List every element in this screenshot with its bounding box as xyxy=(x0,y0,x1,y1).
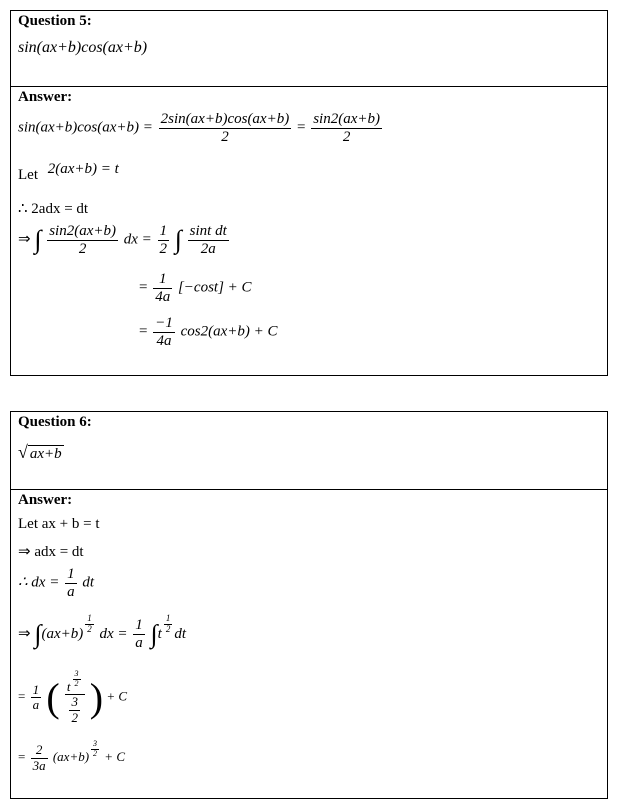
q6-step-b: = $\frac{2}{3a}$ (ax+b) $\frac{3}{2}$ + C xyxy=(18,739,125,773)
q6-inner-num xyxy=(65,670,85,695)
q6-dx-line xyxy=(18,566,94,600)
q6-step-b-den: 3a xyxy=(32,757,46,773)
q6-dx-frac xyxy=(65,566,77,600)
question-6-expression xyxy=(18,442,64,463)
q5-r1-tail: [−cost] + C xyxy=(177,279,252,296)
q5-step1-num1: 2sin(ax+b)cos(ax+b) xyxy=(160,111,290,127)
question-5-expression xyxy=(18,39,147,57)
q6-step-b-base: (ax+b) xyxy=(52,749,90,765)
q6-inner-den xyxy=(65,695,85,725)
q6-int-mid: dx = xyxy=(99,625,128,642)
q6-dx-prefix: ∴ dx = xyxy=(18,574,60,591)
q5-step1-frac2 xyxy=(311,111,382,145)
question-6-expr: ax+b xyxy=(29,446,62,462)
q6-exp-den: 2 xyxy=(87,623,92,634)
q5-result-1: = $\frac{1}{4a}$ [−cost] + C xyxy=(139,271,252,305)
answer-label: Answer: xyxy=(18,89,73,105)
q6-inner-exp xyxy=(73,670,81,689)
q5-step1-num2: sin2(ax+b) xyxy=(313,111,380,127)
q6-dx-num: 1 xyxy=(67,566,75,582)
q6-c-num: 1 xyxy=(135,617,143,634)
q6-exp-frac xyxy=(85,614,94,635)
q6-integral-line: ⇒ ∫(ax+b) $\frac{1}{2}$ dx = $\frac{1}{a}$ ∫t $\frac{1}{2}$ dt xyxy=(18,613,186,651)
q6-inner-exp-num: 3 xyxy=(74,669,79,678)
right-paren: ) xyxy=(89,675,104,721)
q6-step-a-frac xyxy=(31,683,42,713)
question-5-box xyxy=(10,10,608,376)
q6-step-a-den: a xyxy=(32,697,40,713)
q5-int-num: sin2(ax+b) xyxy=(49,223,116,239)
integral-sign: ∫ xyxy=(34,225,42,254)
q5-therefore-line: ∴ 2adx = dt xyxy=(18,201,89,217)
q6-step-b-exp-den: 2 xyxy=(93,748,98,758)
question-5-expr: sin(ax+b)cos(ax+b) xyxy=(18,39,148,56)
q6-int-rhs-dt: dt xyxy=(174,625,186,642)
q5-int2-den: 2a xyxy=(200,240,216,257)
q6-step-b-exp xyxy=(91,740,99,759)
q5-step1-frac1 xyxy=(159,111,292,145)
sqrt-icon: √ xyxy=(18,442,28,462)
integral-sign: ∫ xyxy=(150,619,158,649)
q5-int2-num: sint dt xyxy=(189,223,227,239)
q6-dx-den: a xyxy=(67,583,75,600)
q6-step-b-num: 2 xyxy=(31,743,48,758)
q5-step1-lhs: sin(ax+b)cos(ax+b) = xyxy=(18,119,153,136)
q6-int-rhs-exp xyxy=(164,614,173,635)
q6-implies-line: ⇒ adx = dt xyxy=(18,544,84,560)
q5-step1: sin(ax+b)cos(ax+b) = $\frac{2\sin(ax+b)\cos(ax+b)}{2}$ = $\frac{\sin 2(ax+b)}{2}$ xyxy=(18,111,380,145)
q5-r2-tail: cos2(ax+b) + C xyxy=(180,323,278,340)
q5-r1-num: 1 xyxy=(153,271,172,289)
q6-let-line: Let ax + b = t xyxy=(18,516,100,532)
q5-step1-den2: 2 xyxy=(342,128,351,145)
q6-inner-t: t xyxy=(66,679,71,695)
q6-inner-exp-den: 2 xyxy=(74,678,79,688)
question-6-header xyxy=(11,412,607,490)
q6-int-rhs-t: t xyxy=(157,625,162,642)
q5-int-dx: dx = xyxy=(123,231,152,248)
q6-inner-den-num: 3 xyxy=(71,694,78,710)
question-5-answer xyxy=(11,87,607,375)
q5-integral-line: ⇒ ∫ $\frac{\sin 2(ax+b)}{2}$ dx = $\frac{1}{2}$ ∫ $\frac{\text{sint dt}}{2a}$ xyxy=(18,223,227,257)
q6-step-a-num: 1 xyxy=(32,681,40,697)
question-5-header xyxy=(11,11,607,87)
q6-step-b-exp-num: 3 xyxy=(93,739,98,748)
q5-r1-frac xyxy=(153,271,172,305)
question-6-box xyxy=(10,411,608,799)
q6-int-rhs-exp-den: 2 xyxy=(165,623,171,634)
q5-r1-den: 4a xyxy=(155,288,171,305)
q5-r2-frac xyxy=(153,315,175,349)
q6-dx-suffix: dt xyxy=(82,574,94,591)
q5-result-2: = $\frac{-1}{4a}$ cos2(ax+b) + C xyxy=(139,315,278,349)
q6-inner-den-den: 2 xyxy=(71,709,78,725)
q5-half-num: 1 xyxy=(159,223,168,239)
q6-step-a-tail: + C xyxy=(106,688,128,704)
question-6-title: Question 6: xyxy=(18,414,92,430)
q5-half-frac xyxy=(158,223,170,257)
q5-let-expr: 2(ax+b) = t xyxy=(47,161,119,177)
answer-label: Answer: xyxy=(18,492,73,508)
question-5-title: Question 5: xyxy=(18,13,92,29)
q5-int-frac xyxy=(47,223,118,257)
q5-step1-den1: 2 xyxy=(221,128,229,145)
question-6-answer xyxy=(11,490,607,798)
q6-step-b-frac xyxy=(31,743,48,773)
q6-exp-num: 1 xyxy=(87,613,92,623)
q6-step-b-tail: + C xyxy=(104,749,125,765)
q5-let-line xyxy=(18,161,119,184)
q5-int-den: 2 xyxy=(78,240,87,257)
q6-int-lhs: (ax+b) xyxy=(41,625,84,642)
q6-inner-frac xyxy=(65,670,85,725)
q6-inner-den-frac xyxy=(69,695,80,725)
q6-c-den: a xyxy=(135,634,143,651)
q6-int-rhs-exp-num: 1 xyxy=(165,613,171,623)
q5-r2-num: −1 xyxy=(155,315,173,331)
q5-let-word: Let xyxy=(18,167,38,183)
q5-half-den: 2 xyxy=(159,240,168,257)
q5-int2-frac xyxy=(188,223,229,257)
left-paren: ( xyxy=(46,675,60,721)
integral-sign: ∫ xyxy=(174,225,182,254)
q5-r2-den: 4a xyxy=(156,332,172,349)
q6-c-frac xyxy=(133,617,145,651)
q6-step-a: = $\frac{1}{a}$ ( t $\frac{3}{2}$ $\frac{3}{2}$ ) + C xyxy=(18,669,128,725)
integral-sign: ∫ xyxy=(34,619,42,649)
